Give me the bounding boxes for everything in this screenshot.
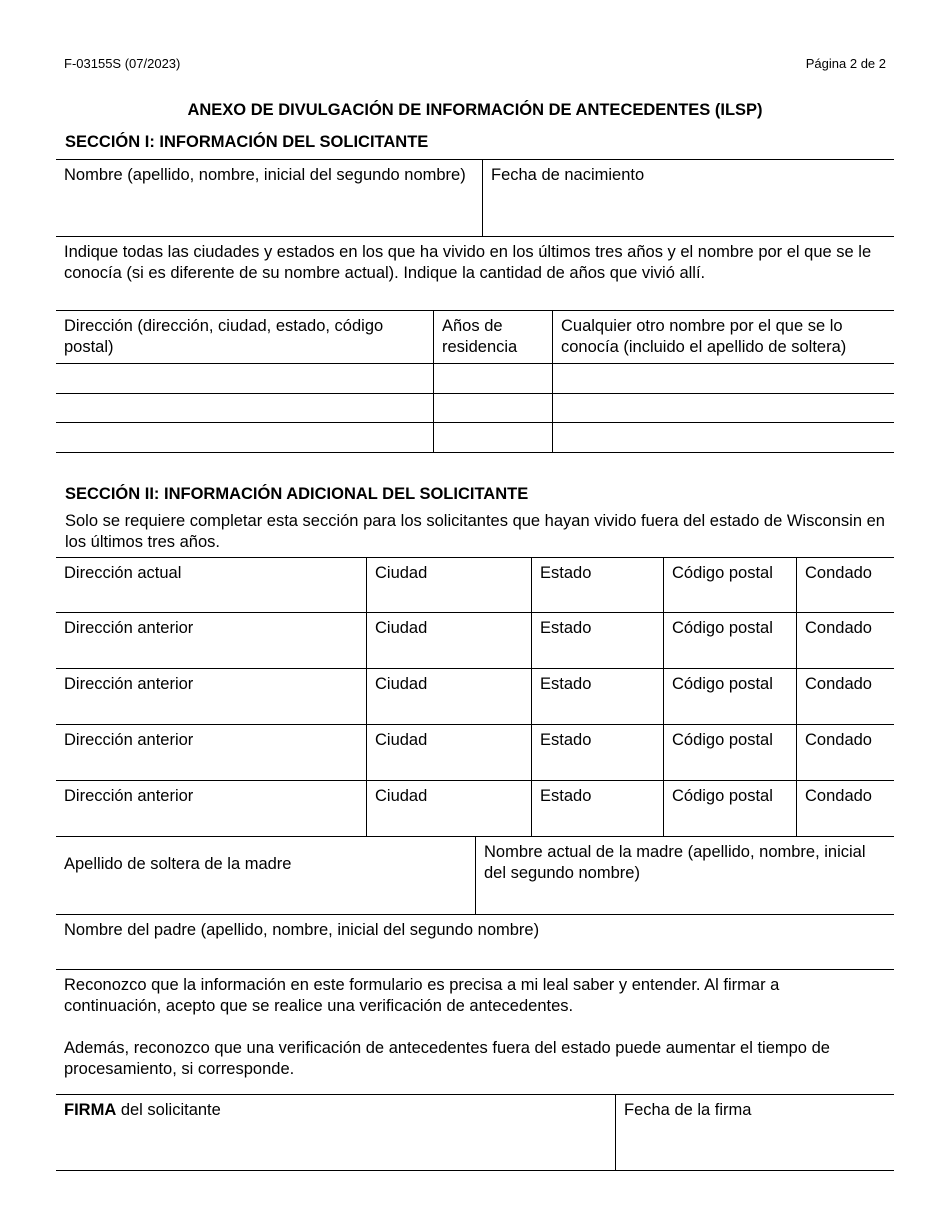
address-row-4-address-label: Dirección anterior <box>64 731 194 749</box>
address-row-3-address-label: Dirección anterior <box>64 675 194 693</box>
page-title: ANEXO DE DIVULGACIÓN DE INFORMACIÓN DE ANTECEDENTES (ILSP) <box>187 101 763 119</box>
address-row-1-city-field[interactable] <box>366 557 532 613</box>
residence-row-3-other-name[interactable] <box>552 422 894 453</box>
address-row-5-state-field[interactable] <box>531 780 664 837</box>
residence-instructions <box>56 236 894 310</box>
address-row-2-county-field[interactable] <box>796 612 894 669</box>
address-row-3-zip-field[interactable] <box>663 668 797 725</box>
address-row-3-zip-label: Código postal <box>672 675 773 693</box>
residence-row-2-other-name[interactable] <box>552 393 894 423</box>
mother-current-name-label: Nombre actual de la madre (apellido, nombre, inicial del segundo nombre) <box>484 843 866 882</box>
address-row-1-address-field[interactable] <box>56 557 367 613</box>
father-name-label: Nombre del padre (apellido, nombre, inicial del segundo nombre) <box>64 921 540 939</box>
address-row-3-address-field[interactable] <box>56 668 367 725</box>
signature-date-label: Fecha de la firma <box>624 1101 752 1119</box>
address-row-1-address-label: Dirección actual <box>64 564 182 582</box>
acknowledgement-text-2: Además, reconozco que una verificación de antecedentes fuera del estado puede aumentar el tiempo de procesamiento, si corresponde. <box>64 1039 830 1078</box>
name-field[interactable] <box>56 159 482 237</box>
address-row-4-county-label: Condado <box>805 731 872 749</box>
address-row-3-city-label: Ciudad <box>375 675 428 693</box>
col-header-other-name <box>552 310 894 364</box>
col-header-address-label: Dirección (dirección, ciudad, estado, código postal) <box>64 317 384 356</box>
address-row-5-county-label: Condado <box>805 787 872 805</box>
address-row-5-city-label: Ciudad <box>375 787 428 805</box>
mother-maiden-name-label: Apellido de soltera de la madre <box>64 855 292 873</box>
address-row-2-state-label: Estado <box>540 619 592 637</box>
address-row-1-zip-field[interactable] <box>663 557 797 613</box>
address-row-3-city-field[interactable] <box>366 668 532 725</box>
address-row-1-county-field[interactable] <box>796 557 894 613</box>
signature-date-field[interactable] <box>615 1094 894 1171</box>
address-row-5-city-field[interactable] <box>366 780 532 837</box>
address-row-1-state-label: Estado <box>540 564 592 582</box>
address-row-2-zip-field[interactable] <box>663 612 797 669</box>
address-row-1-state-field[interactable] <box>531 557 664 613</box>
form-number: F-03155S (07/2023) <box>64 56 181 71</box>
address-row-1-zip-label: Código postal <box>672 564 773 582</box>
page-number: Página 2 de 2 <box>805 56 886 71</box>
residence-row-1-other-name[interactable] <box>552 363 894 393</box>
address-row-5-state-label: Estado <box>540 787 592 805</box>
address-row-4-county-field[interactable] <box>796 724 894 781</box>
dob-field[interactable] <box>482 159 894 237</box>
address-row-4-address-field[interactable] <box>56 724 367 781</box>
address-row-4-zip-label: Código postal <box>672 731 773 749</box>
section2-heading: SECCIÓN II: INFORMACIÓN ADICIONAL DEL SOLICITANTE <box>65 485 529 503</box>
address-row-3-state-label: Estado <box>540 675 592 693</box>
residence-row-2-years[interactable] <box>433 393 553 423</box>
address-row-4-city-label: Ciudad <box>375 731 428 749</box>
address-row-2-zip-label: Código postal <box>672 619 773 637</box>
acknowledgement-block <box>56 969 894 1095</box>
signature-field[interactable] <box>56 1094 616 1171</box>
col-header-years-label: Años de residencia <box>442 317 518 356</box>
address-row-4-city-field[interactable] <box>366 724 532 781</box>
col-header-other-name-label: Cualquier otro nombre por el que se lo conocía (incluido el apellido de soltera) <box>561 317 847 356</box>
address-row-5-address-field[interactable] <box>56 780 367 837</box>
address-row-4-zip-field[interactable] <box>663 724 797 781</box>
address-row-5-address-label: Dirección anterior <box>64 787 194 805</box>
address-row-2-address-label: Dirección anterior <box>64 619 194 637</box>
address-row-4-state-field[interactable] <box>531 724 664 781</box>
address-row-2-state-field[interactable] <box>531 612 664 669</box>
address-row-3-state-field[interactable] <box>531 668 664 725</box>
address-row-1-county-label: Condado <box>805 564 872 582</box>
residence-row-1-address[interactable] <box>56 363 434 393</box>
col-header-years <box>433 310 553 364</box>
name-field-label: Nombre (apellido, nombre, inicial del segundo nombre) <box>64 166 466 184</box>
address-row-2-city-field[interactable] <box>366 612 532 669</box>
signature-label-rest: del solicitante <box>116 1101 221 1119</box>
address-row-3-county-field[interactable] <box>796 668 894 725</box>
section1-heading: SECCIÓN I: INFORMACIÓN DEL SOLICITANTE <box>65 133 429 151</box>
address-row-3-county-label: Condado <box>805 675 872 693</box>
address-row-4-state-label: Estado <box>540 731 592 749</box>
address-row-2-county-label: Condado <box>805 619 872 637</box>
section2-intro: Solo se requiere completar esta sección para los solicitantes que hayan vivido fuera del estado de Wisconsin en los últimos tres años. <box>65 512 885 551</box>
mother-maiden-name-field[interactable] <box>56 836 476 915</box>
residence-row-2-address[interactable] <box>56 393 434 423</box>
address-row-5-zip-field[interactable] <box>663 780 797 837</box>
address-row-2-city-label: Ciudad <box>375 619 428 637</box>
father-name-field[interactable] <box>56 914 894 970</box>
col-header-address <box>56 310 434 364</box>
residence-instructions-text: Indique todas las ciudades y estados en los que ha vivido en los últimos tres años y el nombre por el que se le conocía (si es diferente de su nombre actual). Indique la cantidad de años que vivió allí. <box>64 243 872 282</box>
address-row-5-zip-label: Código postal <box>672 787 773 805</box>
dob-field-label: Fecha de nacimiento <box>491 166 645 184</box>
signature-label-bold: FIRMA <box>64 1101 117 1119</box>
residence-row-1-years[interactable] <box>433 363 553 393</box>
address-row-1-city-label: Ciudad <box>375 564 428 582</box>
residence-row-3-address[interactable] <box>56 422 434 453</box>
residence-row-3-years[interactable] <box>433 422 553 453</box>
acknowledgement-text-1: Reconozco que la información en este formulario es precisa a mi leal saber y entender. Al firmar a continuación, acepto que se realice una verificación de antecedentes. <box>64 976 780 1015</box>
address-row-5-county-field[interactable] <box>796 780 894 837</box>
mother-current-name-field[interactable] <box>475 836 894 915</box>
address-row-2-address-field[interactable] <box>56 612 367 669</box>
